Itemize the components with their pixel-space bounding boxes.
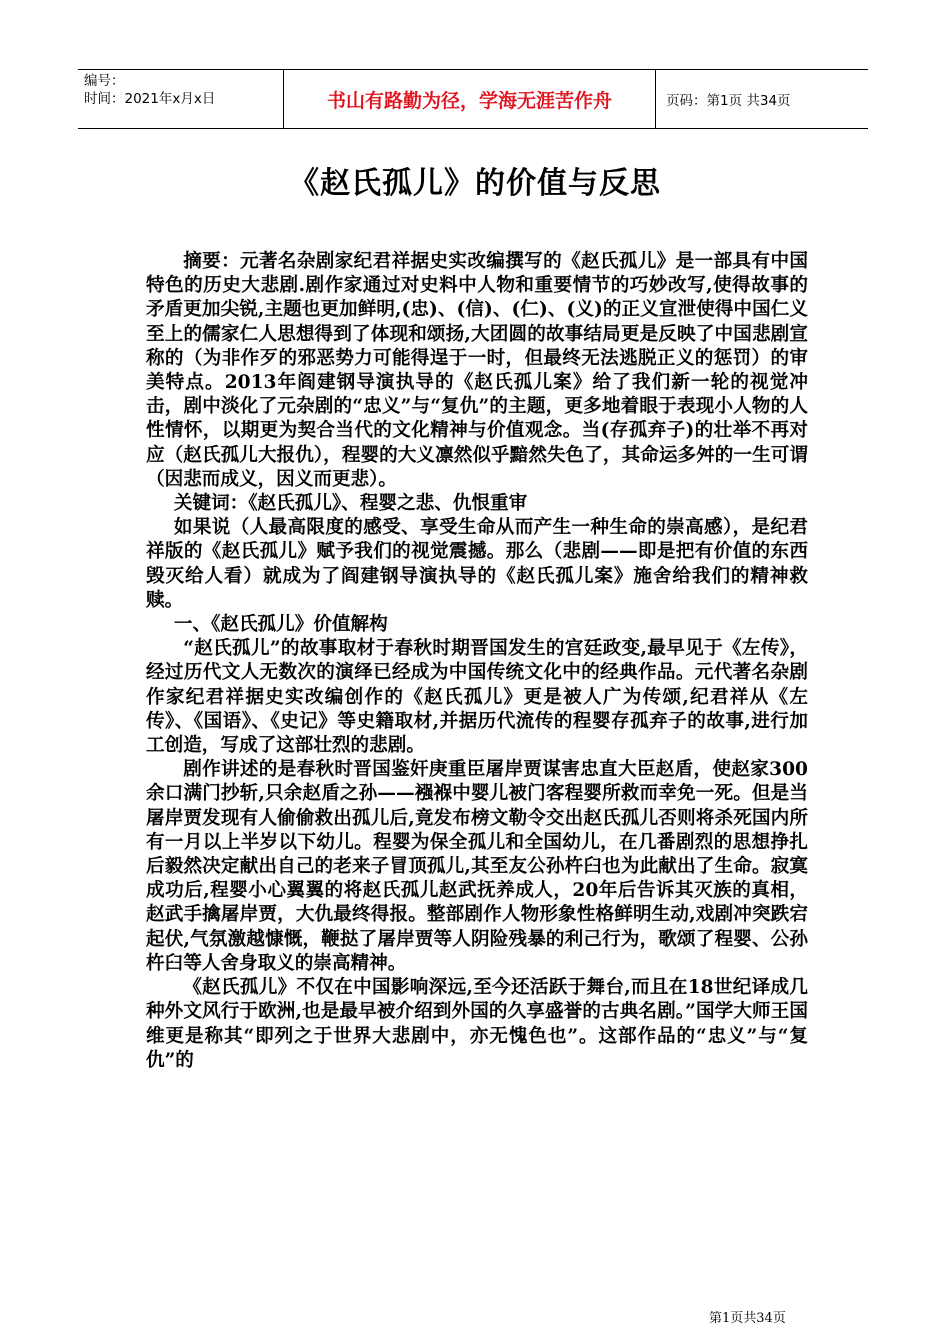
section-heading: 一、《赵氏孤儿》价值解构 (173, 614, 388, 636)
body-paragraph: 《赵氏孤儿》不仅在中国影响深远,至今还活跃于舞台,而且在18世纪译成几种外文风行于欧洲,也是最早被介绍到外国的久享盛誉的古典名剧。”国学大师王国维更是称其“即列之于世界大悲剧中，亦无愧色也”。这部作品的“忠义”与“复仇”的 (146, 977, 808, 1071)
body-paragraph: “赵氏孤儿”的故事取材于春秋时期晋国发生的宫廷政变,最早见于《左传》，经过历代文人无数次的演绎已经成为中国传统文化中的经典作品。元代著名杂剧作家纪君祥据史实改编创作的《赵氏孤儿》更是被人广为传颂,纪君祥从《左传》、《国语》、《史记》等史籍取材,并据历代流传的程婴存孤弃子的故事,进行加工创造，写成了这部壮烈的悲剧。 (146, 638, 808, 757)
number-label: 编号： (84, 73, 125, 89)
date-label: 时间：2021年x月x日 (84, 91, 216, 107)
document-body (146, 250, 808, 1073)
header-page-info: 页码：第1页 共34页 (666, 93, 791, 109)
keywords-paragraph: 关键词：《赵氏孤儿》、程婴之悲、仇恨重审 (173, 493, 528, 515)
header-meta (78, 70, 284, 128)
header-motto: 书山有路勤为径，学海无涯苦作舟 (284, 70, 656, 128)
intro-paragraph: 如果说（人最高限度的感受、享受生命从而产生一种生命的崇高感），是纪君祥版的《赵氏孤儿》赋予我们的视觉震撼。那么（悲剧——即是把有价值的东西毁灭给人看）就成为了阎建钢导演执导的《赵氏孤儿案》施舍给我们的精神救赎。 (146, 517, 808, 611)
document-title: 《赵氏孤儿》的价值与反思 (289, 166, 661, 201)
header-table (78, 69, 868, 129)
footer-page-number: 第1页共34页 (709, 1311, 786, 1326)
abstract-paragraph: 摘要：元著名杂剧家纪君祥据史实改编撰写的《赵氏孤儿》是一部具有中国特色的历史大悲剧.剧作家通过对史料中人物和重要情节的巧妙改写,使得故事的矛盾更加尖锐,主题也更加鲜明,(忠)、(信)、(仁)、(义)的正义宣泄使得中国仁义至上的儒家仁人思想得到了体现和颂扬,大团圆的故事结局更是反映了中国悲剧宣称的（为非作歹的邪恶势力可能得逞于一时，但最终无法逃脱正义的惩罚）的审美特点。2013年阎建钢导演执导的《赵氏孤儿案》给了我们新一轮的视觉冲击，剧中淡化了元杂剧的“忠义”与“复仇”的主题，更多地着眼于表现小人物的人性情怀，以期更为契合当代的文化精神与价值观念。当(存孤弃子)的壮举不再对应（赵氏孤儿大报仇），程婴的大义凛然似乎黯然失色了，其命运多舛的一生可谓（因悲而成义，因义而更悲）。 (146, 251, 808, 490)
body-paragraph: 剧作讲述的是春秋时晋国鉴奸庚重臣屠岸贾谋害忠直大臣赵盾，使赵家300余口满门抄斩,只余赵盾之孙——襁褓中婴儿被门客程婴所救而幸免一死。但是当屠岸贾发现有人偷偷救出孤儿后,竟发布榜文勒令交出赵氏孤儿否则将杀死国内所有一月以上半岁以下幼儿。程婴为保全孤儿和全国幼儿，在几番剧烈的思想挣扎后毅然决定献出自己的老来子冒顶孤儿,其至友公孙杵臼也为此献出了生命。寂寞成功后,程婴小心翼翼的将赵氏孤儿赵武抚养成人，20年后告诉其灭族的真相，赵武手擒屠岸贾，大仇最终得报。整部剧作人物形象性格鲜明生动,戏剧冲突跌宕起伏,气氛激越慷慨，鞭挞了屠岸贾等人阴险残暴的利己行为，歌颂了程婴、公孙杵臼等人舍身取义的崇高精神。 (146, 759, 808, 974)
